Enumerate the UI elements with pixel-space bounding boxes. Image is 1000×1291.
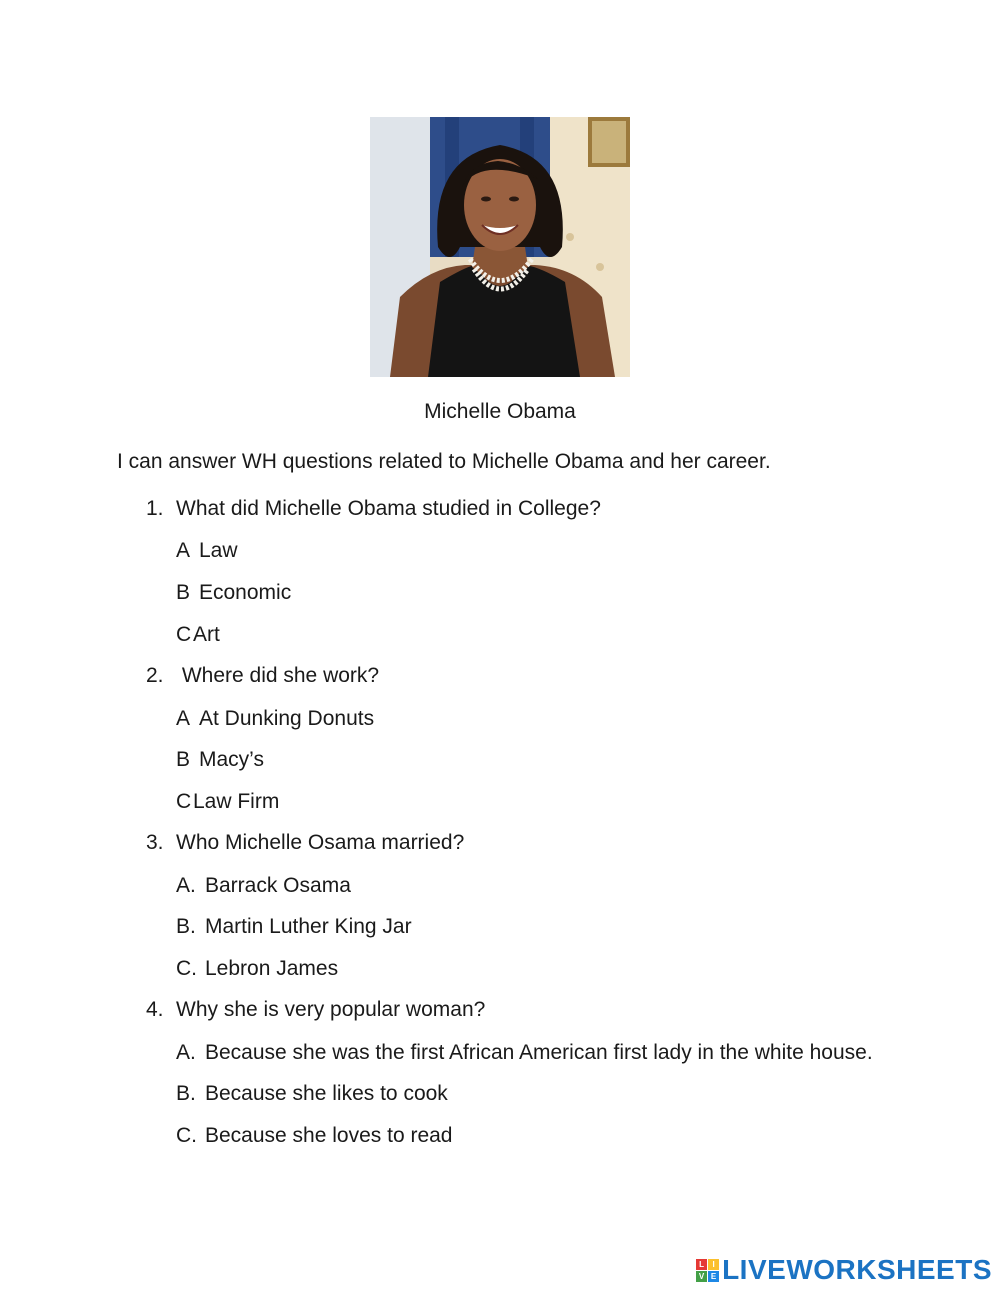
option-letter[interactable]: C [176,623,192,646]
question-number: 2. [146,664,164,687]
question-text: Why she is very popular woman? [176,998,486,1021]
option-text[interactable]: At Dunking Donuts [199,707,375,730]
option-letter[interactable]: B. [176,1082,196,1105]
question-number: 1. [146,497,164,520]
logo-block: I [708,1259,719,1270]
option-text[interactable]: Because she loves to read [205,1124,453,1147]
option-letter[interactable]: B [176,748,191,771]
option-text[interactable]: Economic [199,581,292,604]
option-text[interactable]: Martin Luther King Jar [205,915,412,938]
question-number: 4. [146,998,164,1021]
option-letter[interactable]: A [176,707,191,730]
option-letter[interactable]: C. [176,1124,197,1147]
option-letter[interactable]: A [176,539,191,562]
question-text: What did Michelle Obama studied in College? [176,497,601,520]
question-text: Who Michelle Osama married? [176,831,465,854]
logo-block: E [708,1271,719,1282]
option-text[interactable]: Barrack Osama [205,874,351,897]
option-text[interactable]: Because she was the first African American first lady in the white house. [205,1041,873,1064]
option-letter[interactable]: B [176,581,191,604]
logo-text: LIVEWORKSHEETS [722,1254,992,1285]
option-text[interactable]: Law Firm [193,790,280,813]
logo-block: L [696,1259,707,1270]
liveworksheets-logo[interactable] [696,1253,992,1287]
option-text[interactable]: Macy’s [199,748,264,771]
portrait-photo [370,117,630,377]
option-letter[interactable]: B. [176,915,196,938]
option-letter[interactable]: C [176,790,192,813]
option-text[interactable]: Law [199,539,238,562]
logo-blocks-icon [696,1259,719,1282]
question-text: Where did she work? [176,664,380,687]
option-text[interactable]: Art [193,623,220,646]
logo-block: V [696,1271,707,1282]
option-letter[interactable]: C. [176,957,197,980]
photo-caption: Michelle Obama [424,400,576,423]
question-number: 3. [146,831,164,854]
option-text[interactable]: Lebron James [205,957,339,980]
option-letter[interactable]: A. [176,874,196,897]
learning-objective: I can answer WH questions related to Michelle Obama and her career. [117,450,771,473]
option-text[interactable]: Because she likes to cook [205,1082,448,1105]
option-letter[interactable]: A. [176,1041,196,1064]
